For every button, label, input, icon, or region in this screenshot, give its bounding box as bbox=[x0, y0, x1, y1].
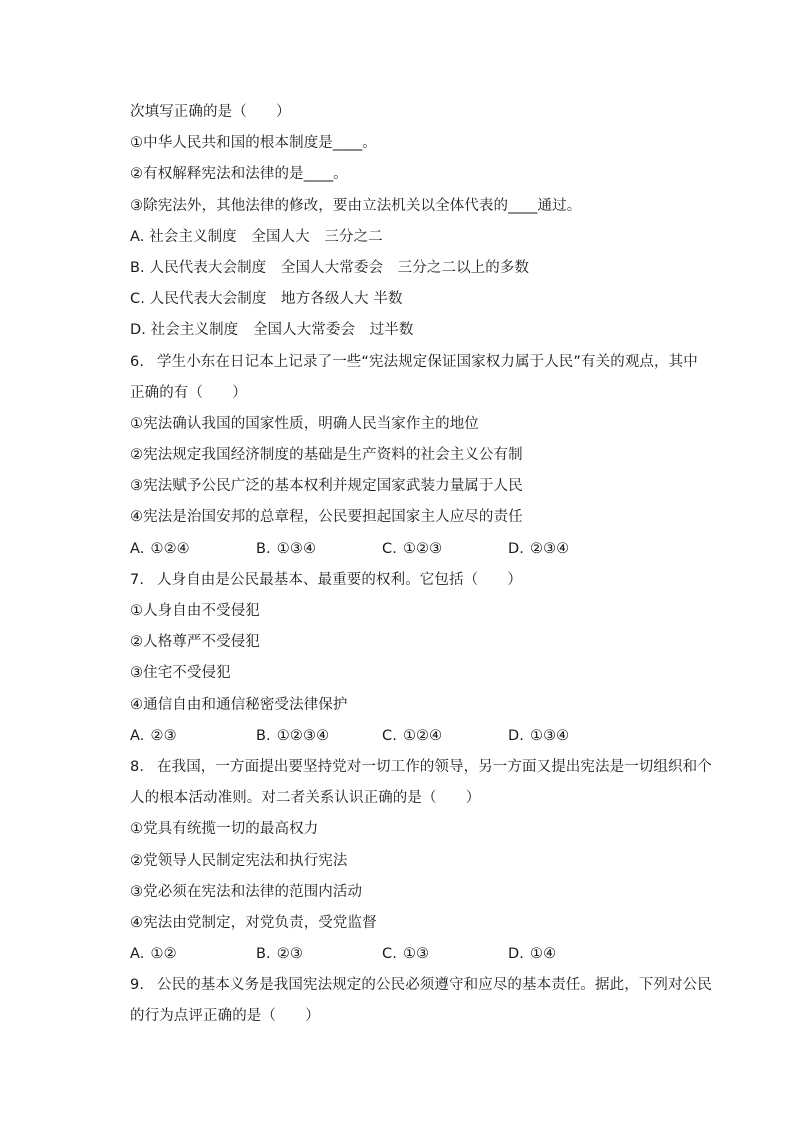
answer-option bbox=[130, 939, 256, 970]
text-line: ①党具有统揽一切的最高权力 bbox=[130, 821, 319, 838]
question-number: 6. bbox=[130, 353, 145, 370]
question-line bbox=[130, 347, 710, 378]
option-label: A. bbox=[130, 540, 145, 557]
text-line: ②有权解释宪法和法律的是____。 bbox=[130, 166, 348, 183]
option-label: C. bbox=[382, 727, 397, 744]
text-line: C. 人民代表大会制度 地方各级人大 半数 bbox=[130, 291, 403, 308]
question-line bbox=[130, 752, 710, 783]
answer-options bbox=[130, 534, 710, 565]
page-content bbox=[130, 97, 710, 1033]
text-line: ③宪法赋予公民广泛的基本权利并规定国家武装力量属于人民 bbox=[130, 478, 523, 495]
text-line: B. 人民代表大会制度 全国人大常委会 三分之二以上的多数 bbox=[130, 259, 530, 276]
option-label: A. bbox=[130, 946, 145, 963]
option-value: ②③ bbox=[150, 727, 177, 744]
answer-options bbox=[130, 721, 710, 752]
question-number: 9. bbox=[130, 977, 145, 994]
option-label: C. bbox=[382, 946, 397, 963]
text-line: ①宪法确认我国的国家性质，明确人民当家作主的地位 bbox=[130, 415, 479, 432]
option-label: D. bbox=[508, 946, 524, 963]
text-line: ①中华人民共和国的根本制度是____。 bbox=[130, 135, 377, 152]
text-line: 人的根本活动准则。对二者关系认识正确的是（ ） bbox=[130, 790, 481, 807]
option-label: D. bbox=[508, 727, 524, 744]
option-value: ①③ bbox=[402, 946, 430, 963]
option-value: ①②④ bbox=[150, 540, 190, 557]
answer-option bbox=[508, 939, 556, 970]
answer-option bbox=[382, 721, 508, 752]
text-line: ④宪法由党制定，对党负责，受党监督 bbox=[130, 914, 377, 931]
option-value: ①②③④ bbox=[276, 727, 330, 744]
text-line: ②党领导人民制定宪法和执行宪法 bbox=[130, 852, 348, 869]
question-number: 7. bbox=[130, 571, 145, 588]
option-value: ①②④ bbox=[402, 727, 443, 744]
option-label: A. bbox=[130, 727, 145, 744]
answer-option bbox=[508, 721, 569, 752]
option-label: B. bbox=[256, 540, 271, 557]
answer-option bbox=[130, 534, 256, 565]
answer-option bbox=[256, 939, 382, 970]
text-line: 的行为点评正确的是（ ） bbox=[130, 1008, 320, 1025]
question-text: 在我国，一方面提出要坚持党对一切工作的领导，另一方面又提出宪法是一切组织和个 bbox=[157, 758, 712, 775]
question-number: 8. bbox=[130, 758, 145, 775]
answer-option bbox=[508, 534, 569, 565]
option-label: C. bbox=[382, 540, 397, 557]
text-line: ④通信自由和通信秘密受法律保护 bbox=[130, 696, 348, 713]
answer-options bbox=[130, 939, 710, 970]
text-line: ③除宪法外，其他法律的修改，要由立法机关以全体代表的____通过。 bbox=[130, 197, 582, 214]
text-line: ②宪法规定我国经济制度的基础是生产资料的社会主义公有制 bbox=[130, 447, 523, 464]
question-text: 公民的基本义务是我国宪法规定的公民必须遵守和应尽的基本责任。据此，下列对公民 bbox=[157, 977, 712, 994]
option-value: ①③④ bbox=[529, 727, 570, 744]
text-line: ①人身自由不受侵犯 bbox=[130, 603, 260, 619]
text-line: A. 社会主义制度 全国人大 三分之二 bbox=[130, 228, 383, 245]
text-line: ②人格尊严不受侵犯 bbox=[130, 634, 260, 651]
option-value: ②③④ bbox=[529, 540, 570, 557]
text-line: ④宪法是治国安邦的总章程，公民要担起国家主人应尽的责任 bbox=[130, 509, 523, 526]
question-line bbox=[130, 970, 710, 1001]
text-line: ③党必须在宪法和法律的范围内活动 bbox=[130, 883, 363, 900]
answer-option bbox=[256, 721, 382, 752]
text-line: 次填写正确的是（ ） bbox=[130, 104, 291, 120]
option-value: ①②③ bbox=[402, 540, 443, 557]
answer-option bbox=[382, 939, 508, 970]
option-value: ①③④ bbox=[276, 540, 317, 557]
answer-option bbox=[382, 534, 508, 565]
question-text: 人身自由是公民最基本、最重要的权利。它包括（ ） bbox=[157, 571, 522, 588]
option-value: ①② bbox=[150, 946, 177, 963]
option-label: D. bbox=[508, 540, 524, 557]
answer-option bbox=[130, 721, 256, 752]
option-value: ①④ bbox=[529, 946, 557, 963]
question-line bbox=[130, 565, 710, 596]
option-label: B. bbox=[256, 946, 271, 963]
text-line: 正确的有（ ） bbox=[130, 384, 247, 401]
question-text: 学生小东在日记本上记录了一些“宪法规定保证国家权力属于人民”有关的观点，其中 bbox=[157, 353, 698, 370]
option-value: ②③ bbox=[276, 946, 303, 963]
answer-option bbox=[256, 534, 382, 565]
text-line: D. 社会主义制度 全国人大常委会 过半数 bbox=[130, 322, 414, 339]
option-label: B. bbox=[256, 727, 271, 744]
text-line: ③住宅不受侵犯 bbox=[130, 665, 231, 682]
